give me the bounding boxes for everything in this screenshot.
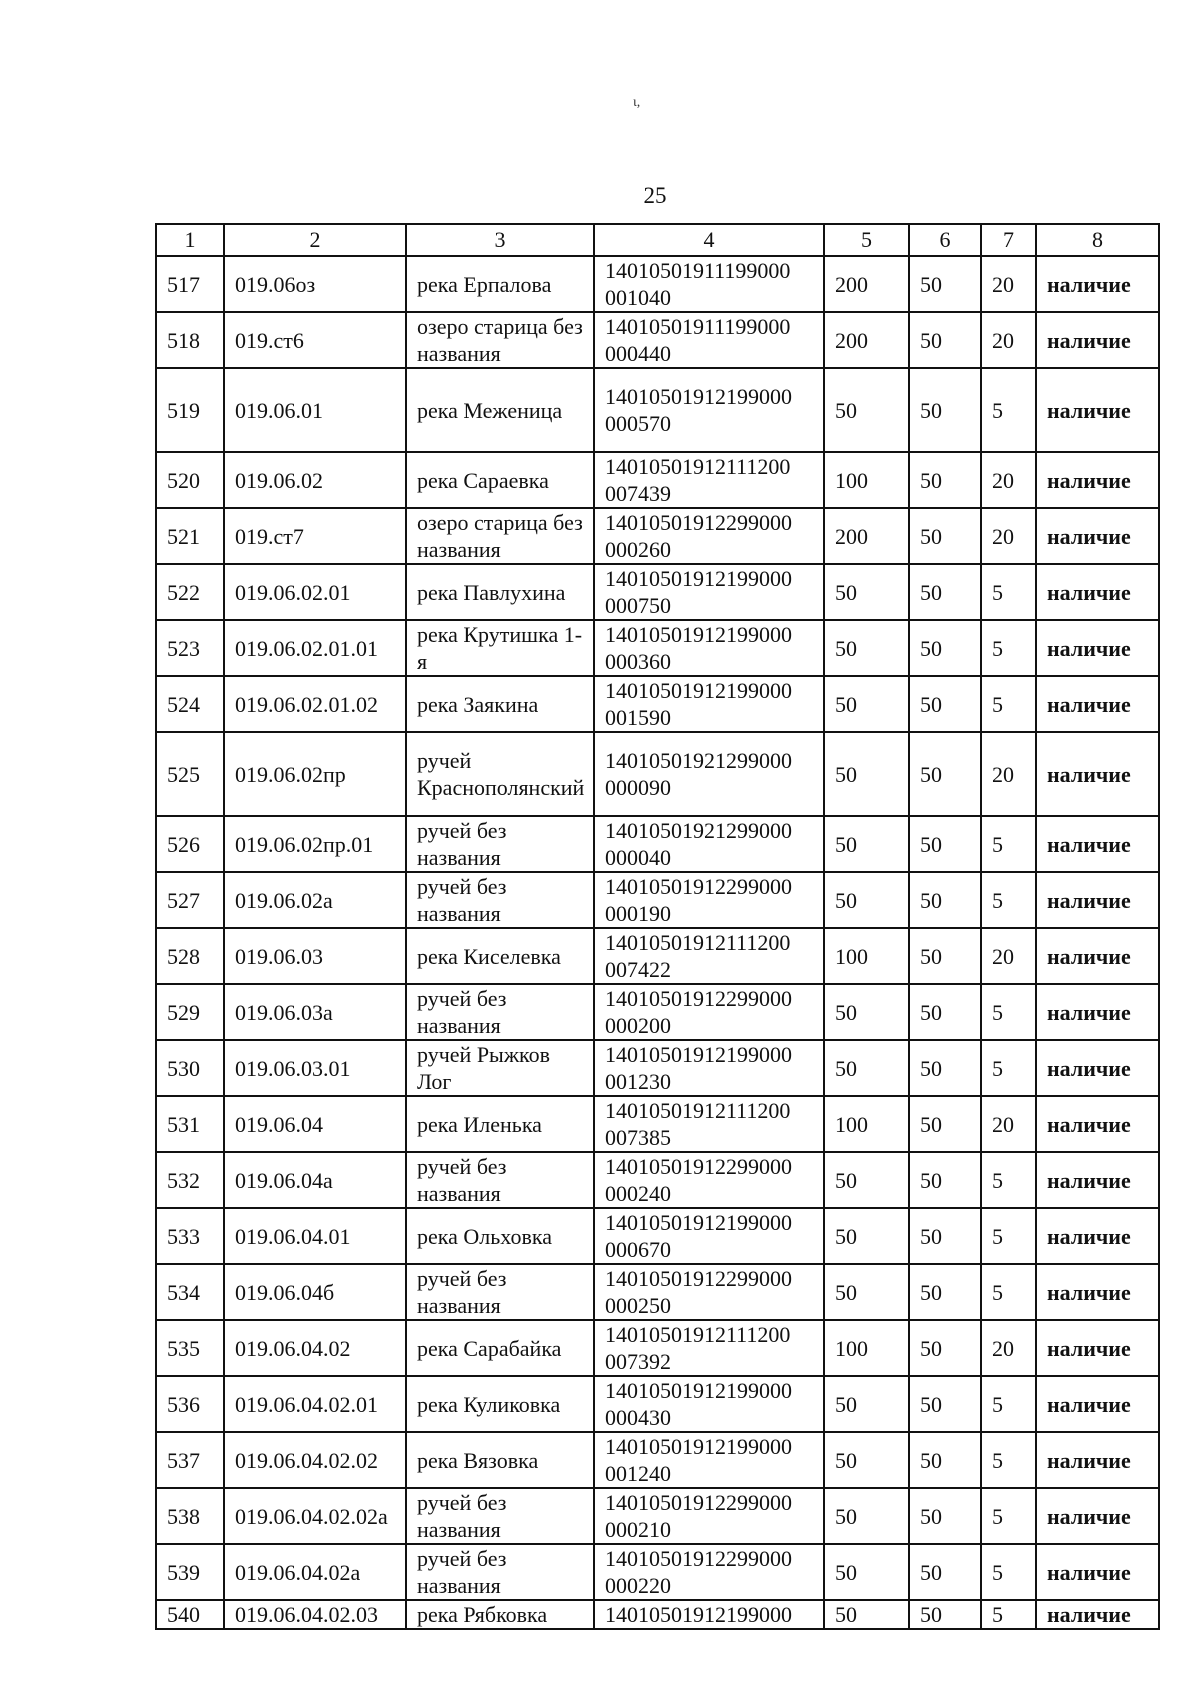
registry-id-part-2: 000090: [605, 775, 671, 800]
value-7-cell: 5: [981, 1600, 1036, 1629]
table-row: [156, 1152, 1159, 1208]
value-5-cell: 100: [824, 928, 909, 984]
registry-id-part-2: 000440: [605, 341, 671, 366]
table-row: [156, 1096, 1159, 1152]
value-6-cell: 50: [909, 508, 981, 564]
status-cell: наличие: [1036, 676, 1159, 732]
table-row: [156, 312, 1159, 368]
value-5-cell: 50: [824, 872, 909, 928]
page-number: 25: [643, 183, 667, 208]
row-number-cell: 528: [156, 928, 224, 984]
registry-id-part-1: 14010501912199000: [605, 1602, 792, 1627]
value-5-cell: 100: [824, 452, 909, 508]
column-header-2: 2: [224, 224, 406, 256]
object-code-cell: 019.06.04.02а: [224, 1544, 406, 1600]
object-name-cell: река Рябковка: [406, 1600, 594, 1629]
object-code-cell: 019.06.03: [224, 928, 406, 984]
value-7-cell: 5: [981, 620, 1036, 676]
registry-id-cell: [594, 1040, 824, 1096]
table-row: [156, 1264, 1159, 1320]
status-cell: наличие: [1036, 452, 1159, 508]
value-5-cell: 100: [824, 1320, 909, 1376]
value-6-cell: 50: [909, 452, 981, 508]
registry-id-cell: [594, 1600, 824, 1629]
value-6-cell: 50: [909, 1432, 981, 1488]
value-7-cell: 5: [981, 1152, 1036, 1208]
registry-id-part-1: 14010501912199000: [605, 1042, 792, 1067]
value-7-cell: 5: [981, 1432, 1036, 1488]
value-6-cell: 50: [909, 676, 981, 732]
row-number-cell: 539: [156, 1544, 224, 1600]
object-code-cell: 019.06.03а: [224, 984, 406, 1040]
registry-id-cell: [594, 312, 824, 368]
table-row: [156, 872, 1159, 928]
registry-id-part-1: 14010501912199000: [605, 566, 792, 591]
status-cell: наличие: [1036, 1544, 1159, 1600]
value-7-cell: 20: [981, 928, 1036, 984]
value-5-cell: 50: [824, 1600, 909, 1629]
registry-id-part-1: 14010501912111200: [605, 930, 791, 955]
registry-id-part-2: 007392: [605, 1349, 671, 1374]
registry-id-cell: [594, 732, 824, 816]
value-7-cell: 5: [981, 676, 1036, 732]
row-number-cell: 530: [156, 1040, 224, 1096]
registry-id-cell: [594, 1264, 824, 1320]
registry-id-part-1: 14010501912199000: [605, 1210, 792, 1235]
status-cell: наличие: [1036, 1040, 1159, 1096]
registry-id-cell: [594, 508, 824, 564]
table-body: [156, 256, 1159, 1629]
value-5-cell: 50: [824, 1544, 909, 1600]
row-number-cell: 535: [156, 1320, 224, 1376]
value-6-cell: 50: [909, 1264, 981, 1320]
registry-id-part-2: 000240: [605, 1181, 671, 1206]
value-7-cell: 20: [981, 452, 1036, 508]
object-code-cell: 019.06.04а: [224, 1152, 406, 1208]
value-6-cell: 50: [909, 564, 981, 620]
value-6-cell: 50: [909, 1600, 981, 1629]
registry-id-part-2: 001040: [605, 285, 671, 310]
registry-id-cell: [594, 368, 824, 452]
value-7-cell: 5: [981, 368, 1036, 452]
registry-id-part-2: 007385: [605, 1125, 671, 1150]
object-code-cell: 019.06.04.02.01: [224, 1376, 406, 1432]
registry-id-part-2: 007439: [605, 481, 671, 506]
object-name-cell: ручей Краснополянский: [406, 732, 594, 816]
registry-id-part-2: 001230: [605, 1069, 671, 1094]
table-row: [156, 1544, 1159, 1600]
row-number-cell: 524: [156, 676, 224, 732]
object-code-cell: 019.06.04.01: [224, 1208, 406, 1264]
registry-id-cell: [594, 1376, 824, 1432]
object-name-cell: озеро старица без названия: [406, 508, 594, 564]
registry-id-cell: [594, 1320, 824, 1376]
status-cell: наличие: [1036, 872, 1159, 928]
registry-id-part-1: 14010501912199000: [605, 622, 792, 647]
object-name-cell: река Вязовка: [406, 1432, 594, 1488]
table-row: [156, 928, 1159, 984]
value-6-cell: 50: [909, 368, 981, 452]
object-name-cell: река Сараевка: [406, 452, 594, 508]
value-5-cell: 50: [824, 1488, 909, 1544]
row-number-cell: 519: [156, 368, 224, 452]
registry-id-part-2: 000670: [605, 1237, 671, 1262]
registry-id-part-1: 14010501912199000: [605, 384, 792, 409]
registry-id-part-1: 14010501912299000: [605, 986, 792, 1011]
object-name-cell: ручей без названия: [406, 816, 594, 872]
registry-id-cell: [594, 564, 824, 620]
registry-id-part-1: 14010501912111200: [605, 1098, 791, 1123]
object-code-cell: 019.06.03.01: [224, 1040, 406, 1096]
registry-id-part-1: 14010501911199000: [605, 314, 791, 339]
status-cell: наличие: [1036, 1208, 1159, 1264]
status-cell: наличие: [1036, 1320, 1159, 1376]
status-cell: наличие: [1036, 1264, 1159, 1320]
column-header-8: 8: [1036, 224, 1159, 256]
registry-id-part-2: 000360: [605, 649, 671, 674]
status-cell: наличие: [1036, 368, 1159, 452]
row-number-cell: 534: [156, 1264, 224, 1320]
registry-id-part-1: 14010501912299000: [605, 1266, 792, 1291]
value-6-cell: 50: [909, 1096, 981, 1152]
object-name-cell: река Меженица: [406, 368, 594, 452]
column-header-5: 5: [824, 224, 909, 256]
registry-id-cell: [594, 872, 824, 928]
value-6-cell: 50: [909, 872, 981, 928]
registry-id-cell: [594, 928, 824, 984]
registry-id-part-1: 14010501921299000: [605, 818, 792, 843]
registry-id-cell: [594, 1152, 824, 1208]
value-5-cell: 50: [824, 1264, 909, 1320]
column-header-6: 6: [909, 224, 981, 256]
object-code-cell: 019.06.04: [224, 1096, 406, 1152]
object-code-cell: 019.06.04.02.03: [224, 1600, 406, 1629]
object-name-cell: река Иленька: [406, 1096, 594, 1152]
value-7-cell: 20: [981, 508, 1036, 564]
value-5-cell: 100: [824, 1096, 909, 1152]
column-header-1: 1: [156, 224, 224, 256]
value-5-cell: 50: [824, 564, 909, 620]
table-row: [156, 1488, 1159, 1544]
value-5-cell: 50: [824, 368, 909, 452]
value-6-cell: 50: [909, 1320, 981, 1376]
registry-id-part-1: 14010501912199000: [605, 1378, 792, 1403]
row-number-cell: 518: [156, 312, 224, 368]
object-name-cell: ручей без названия: [406, 1488, 594, 1544]
row-number-cell: 522: [156, 564, 224, 620]
row-number-cell: 533: [156, 1208, 224, 1264]
table-row: [156, 368, 1159, 452]
registry-id-cell: [594, 1208, 824, 1264]
row-number-cell: 536: [156, 1376, 224, 1432]
registry-id-cell: [594, 1096, 824, 1152]
row-number-cell: 532: [156, 1152, 224, 1208]
object-name-cell: река Крутишка 1-я: [406, 620, 594, 676]
registry-id-part-1: 14010501912199000: [605, 1434, 792, 1459]
object-code-cell: 019.06.02.01.01: [224, 620, 406, 676]
registry-id-part-1: 14010501912111200: [605, 1322, 791, 1347]
object-name-cell: ручей без названия: [406, 1544, 594, 1600]
value-5-cell: 50: [824, 1040, 909, 1096]
value-7-cell: 5: [981, 1376, 1036, 1432]
row-number-cell: 517: [156, 256, 224, 312]
value-5-cell: 200: [824, 508, 909, 564]
value-7-cell: 20: [981, 1320, 1036, 1376]
value-6-cell: 50: [909, 1040, 981, 1096]
object-code-cell: 019.06.02а: [224, 872, 406, 928]
registry-id-cell: [594, 620, 824, 676]
registry-id-part-1: 14010501911199000: [605, 258, 791, 283]
object-name-cell: река Заякина: [406, 676, 594, 732]
registry-id-part-1: 14010501912299000: [605, 1154, 792, 1179]
value-6-cell: 50: [909, 816, 981, 872]
object-code-cell: 019.06.04.02.02а: [224, 1488, 406, 1544]
value-7-cell: 5: [981, 1544, 1036, 1600]
row-number-cell: 525: [156, 732, 224, 816]
object-code-cell: 019.06.02.01.02: [224, 676, 406, 732]
status-cell: наличие: [1036, 1600, 1159, 1629]
value-5-cell: 50: [824, 676, 909, 732]
value-5-cell: 50: [824, 732, 909, 816]
object-code-cell: 019.06.01: [224, 368, 406, 452]
value-5-cell: 50: [824, 1152, 909, 1208]
registry-id-cell: [594, 452, 824, 508]
registry-id-part-2: 007422: [605, 957, 671, 982]
object-name-cell: ручей Рыжков Лог: [406, 1040, 594, 1096]
value-5-cell: 50: [824, 620, 909, 676]
row-number-cell: 521: [156, 508, 224, 564]
registry-id-part-2: 000190: [605, 901, 671, 926]
object-code-cell: 019.06.04.02: [224, 1320, 406, 1376]
object-code-cell: 019.06оз: [224, 256, 406, 312]
object-name-cell: река Ерпалова: [406, 256, 594, 312]
object-name-cell: ручей без названия: [406, 1264, 594, 1320]
value-6-cell: 50: [909, 1208, 981, 1264]
row-number-cell: 537: [156, 1432, 224, 1488]
object-code-cell: 019.06.04б: [224, 1264, 406, 1320]
registry-id-part-2: 000200: [605, 1013, 671, 1038]
registry-id-part-1: 14010501921299000: [605, 748, 792, 773]
object-name-cell: река Ольховка: [406, 1208, 594, 1264]
table-row: [156, 732, 1159, 816]
registry-id-part-2: 001240: [605, 1461, 671, 1486]
status-cell: наличие: [1036, 508, 1159, 564]
table-row: [156, 256, 1159, 312]
table-row: [156, 816, 1159, 872]
row-number-cell: 527: [156, 872, 224, 928]
row-number-cell: 540: [156, 1600, 224, 1629]
status-cell: наличие: [1036, 620, 1159, 676]
table-row: [156, 508, 1159, 564]
registry-id-part-2: 001590: [605, 705, 671, 730]
value-6-cell: 50: [909, 256, 981, 312]
header-row: [156, 224, 1159, 256]
table-row: [156, 1208, 1159, 1264]
row-number-cell: 526: [156, 816, 224, 872]
row-number-cell: 531: [156, 1096, 224, 1152]
registry-id-part-1: 14010501912111200: [605, 454, 791, 479]
value-6-cell: 50: [909, 620, 981, 676]
value-5-cell: 50: [824, 1376, 909, 1432]
value-7-cell: 5: [981, 1264, 1036, 1320]
table-row: [156, 1600, 1159, 1629]
value-7-cell: 5: [981, 872, 1036, 928]
value-6-cell: 50: [909, 1376, 981, 1432]
registry-id-part-1: 14010501912299000: [605, 1490, 792, 1515]
value-7-cell: 20: [981, 256, 1036, 312]
column-header-4: 4: [594, 224, 824, 256]
status-cell: наличие: [1036, 312, 1159, 368]
value-7-cell: 20: [981, 732, 1036, 816]
object-code-cell: 019.06.02пр.01: [224, 816, 406, 872]
object-code-cell: 019.ст7: [224, 508, 406, 564]
value-7-cell: 20: [981, 312, 1036, 368]
object-name-cell: река Куликовка: [406, 1376, 594, 1432]
value-7-cell: 20: [981, 1096, 1036, 1152]
object-code-cell: 019.06.02.01: [224, 564, 406, 620]
registry-id-part-1: 14010501912199000: [605, 678, 792, 703]
status-cell: наличие: [1036, 1376, 1159, 1432]
value-6-cell: 50: [909, 312, 981, 368]
registry-id-part-2: 000570: [605, 411, 671, 436]
table-row: [156, 620, 1159, 676]
object-code-cell: 019.06.02: [224, 452, 406, 508]
column-header-3: 3: [406, 224, 594, 256]
table-row: [156, 1376, 1159, 1432]
table-row: [156, 564, 1159, 620]
registry-id-cell: [594, 984, 824, 1040]
registry-id-cell: [594, 1432, 824, 1488]
value-5-cell: 50: [824, 1432, 909, 1488]
registry-id-part-2: 000220: [605, 1573, 671, 1598]
status-cell: наличие: [1036, 1152, 1159, 1208]
scan-mark: ι,: [633, 95, 641, 110]
row-number-cell: 529: [156, 984, 224, 1040]
value-6-cell: 50: [909, 984, 981, 1040]
value-7-cell: 5: [981, 1040, 1036, 1096]
registry-id-cell: [594, 1544, 824, 1600]
value-7-cell: 5: [981, 1488, 1036, 1544]
registry-id-part-2: 000210: [605, 1517, 671, 1542]
object-name-cell: река Павлухина: [406, 564, 594, 620]
value-6-cell: 50: [909, 1152, 981, 1208]
table-row: [156, 1432, 1159, 1488]
status-cell: наличие: [1036, 816, 1159, 872]
status-cell: наличие: [1036, 1096, 1159, 1152]
value-6-cell: 50: [909, 1544, 981, 1600]
status-cell: наличие: [1036, 564, 1159, 620]
row-number-cell: 523: [156, 620, 224, 676]
registry-id-cell: [594, 256, 824, 312]
value-5-cell: 50: [824, 984, 909, 1040]
value-7-cell: 5: [981, 1208, 1036, 1264]
status-cell: наличие: [1036, 928, 1159, 984]
value-6-cell: 50: [909, 1488, 981, 1544]
table-row: [156, 452, 1159, 508]
registry-id-part-1: 14010501912299000: [605, 510, 792, 535]
table-row: [156, 1320, 1159, 1376]
registry-id-cell: [594, 1488, 824, 1544]
registry-id-part-2: 000750: [605, 593, 671, 618]
object-name-cell: река Киселевка: [406, 928, 594, 984]
value-7-cell: 5: [981, 564, 1036, 620]
registry-id-part-2: 000040: [605, 845, 671, 870]
object-name-cell: ручей без названия: [406, 872, 594, 928]
registry-id-part-2: 000430: [605, 1405, 671, 1430]
value-5-cell: 50: [824, 816, 909, 872]
object-code-cell: 019.ст6: [224, 312, 406, 368]
registry-id-cell: [594, 816, 824, 872]
object-name-cell: озеро старица без названия: [406, 312, 594, 368]
value-5-cell: 50: [824, 1208, 909, 1264]
registry-id-cell: [594, 676, 824, 732]
status-cell: наличие: [1036, 1488, 1159, 1544]
column-header-7: 7: [981, 224, 1036, 256]
object-code-cell: 019.06.04.02.02: [224, 1432, 406, 1488]
value-6-cell: 50: [909, 928, 981, 984]
registry-id-part-1: 14010501912299000: [605, 874, 792, 899]
value-7-cell: 5: [981, 816, 1036, 872]
registry-table: [155, 223, 1160, 1630]
value-7-cell: 5: [981, 984, 1036, 1040]
value-5-cell: 200: [824, 256, 909, 312]
registry-id-part-1: 14010501912299000: [605, 1546, 792, 1571]
table-row: [156, 1040, 1159, 1096]
value-6-cell: 50: [909, 732, 981, 816]
table-row: [156, 676, 1159, 732]
row-number-cell: 538: [156, 1488, 224, 1544]
status-cell: наличие: [1036, 984, 1159, 1040]
object-name-cell: ручей без названия: [406, 1152, 594, 1208]
object-name-cell: река Сарабайка: [406, 1320, 594, 1376]
row-number-cell: 520: [156, 452, 224, 508]
registry-id-part-2: 000260: [605, 537, 671, 562]
object-code-cell: 019.06.02пр: [224, 732, 406, 816]
status-cell: наличие: [1036, 256, 1159, 312]
table-row: [156, 984, 1159, 1040]
registry-id-part-2: 000250: [605, 1293, 671, 1318]
object-name-cell: ручей без названия: [406, 984, 594, 1040]
value-5-cell: 200: [824, 312, 909, 368]
status-cell: наличие: [1036, 732, 1159, 816]
status-cell: наличие: [1036, 1432, 1159, 1488]
